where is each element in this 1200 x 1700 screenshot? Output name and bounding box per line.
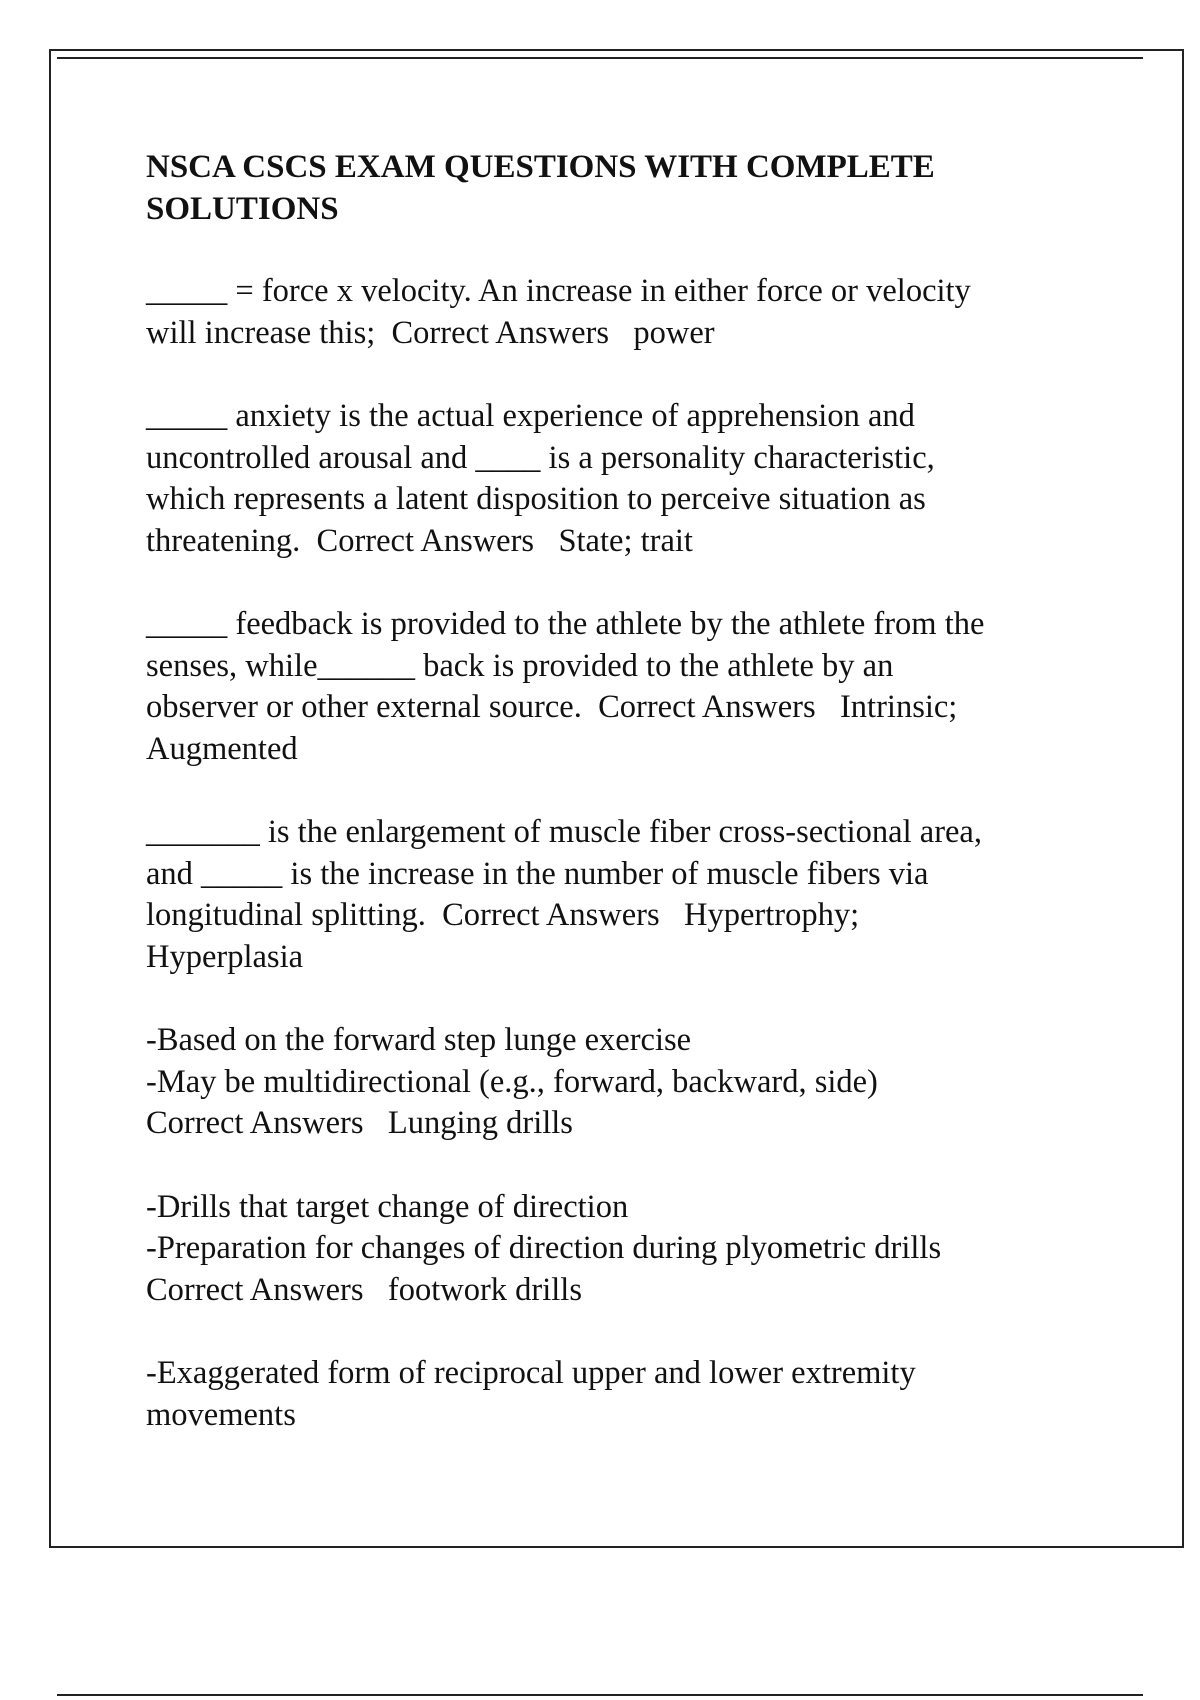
question-text-line: _____ anxiety is the actual experience of apprehension and (146, 398, 915, 434)
header-rule (57, 57, 1143, 59)
title-line-1: NSCA CSCS EXAM QUESTIONS WITH COMPLETE (146, 149, 935, 185)
question-text-line: -Preparation for changes of direction during plyometric drills (146, 1230, 942, 1266)
question-item-6 (146, 1187, 1106, 1312)
page-title (146, 146, 1106, 230)
document-content (146, 146, 1106, 1478)
question-text-line: and _____ is the increase in the number of muscle fibers via (146, 855, 929, 892)
question-text-line: Augmented (146, 730, 298, 767)
question-text-line: _______ is the enlargement of muscle fiber cross-sectional area, (146, 814, 982, 850)
question-text-line: will increase this; Correct Answers power (146, 314, 715, 351)
question-text-line: Correct Answers footwork drills (146, 1271, 582, 1308)
question-text-line: uncontrolled arousal and ____ is a personality characteristic, (146, 439, 935, 476)
question-text-line: which represents a latent disposition to perceive situation as (146, 481, 926, 517)
question-text-line: _____ feedback is provided to the athlete by the athlete from the (146, 606, 985, 642)
question-item-1 (146, 271, 1106, 354)
question-text-line: Hyperplasia (146, 938, 304, 975)
question-text-line: observer or other external source. Correct Answers Intrinsic; (146, 689, 958, 725)
question-text-line: senses, while______ back is provided to the athlete by an (146, 647, 894, 684)
question-item-7 (146, 1353, 1106, 1436)
question-item-3 (146, 604, 1106, 770)
question-text-line: _____ = force x velocity. An increase in either force or velocity (146, 273, 971, 309)
question-text-line: -Drills that target change of direction (146, 1188, 629, 1225)
question-text-line: -Based on the forward step lunge exercise (146, 1022, 692, 1058)
question-text-line: -Exaggerated form of reciprocal upper and lower extremity (146, 1355, 916, 1391)
question-text-line: longitudinal splitting. Correct Answers Hypertrophy; (146, 897, 860, 933)
title-line-2: SOLUTIONS (146, 191, 339, 227)
footer-rule (57, 1694, 1143, 1696)
question-text-line: Correct Answers Lunging drills (146, 1105, 573, 1141)
question-text-line: -May be multidirectional (e.g., forward, backward, side) (146, 1063, 878, 1100)
question-item-2 (146, 396, 1106, 562)
question-text-line: threatening. Correct Answers State; trait (146, 522, 693, 559)
question-item-5 (146, 1020, 1106, 1145)
question-text-line: movements (146, 1396, 296, 1433)
question-item-4 (146, 812, 1106, 978)
